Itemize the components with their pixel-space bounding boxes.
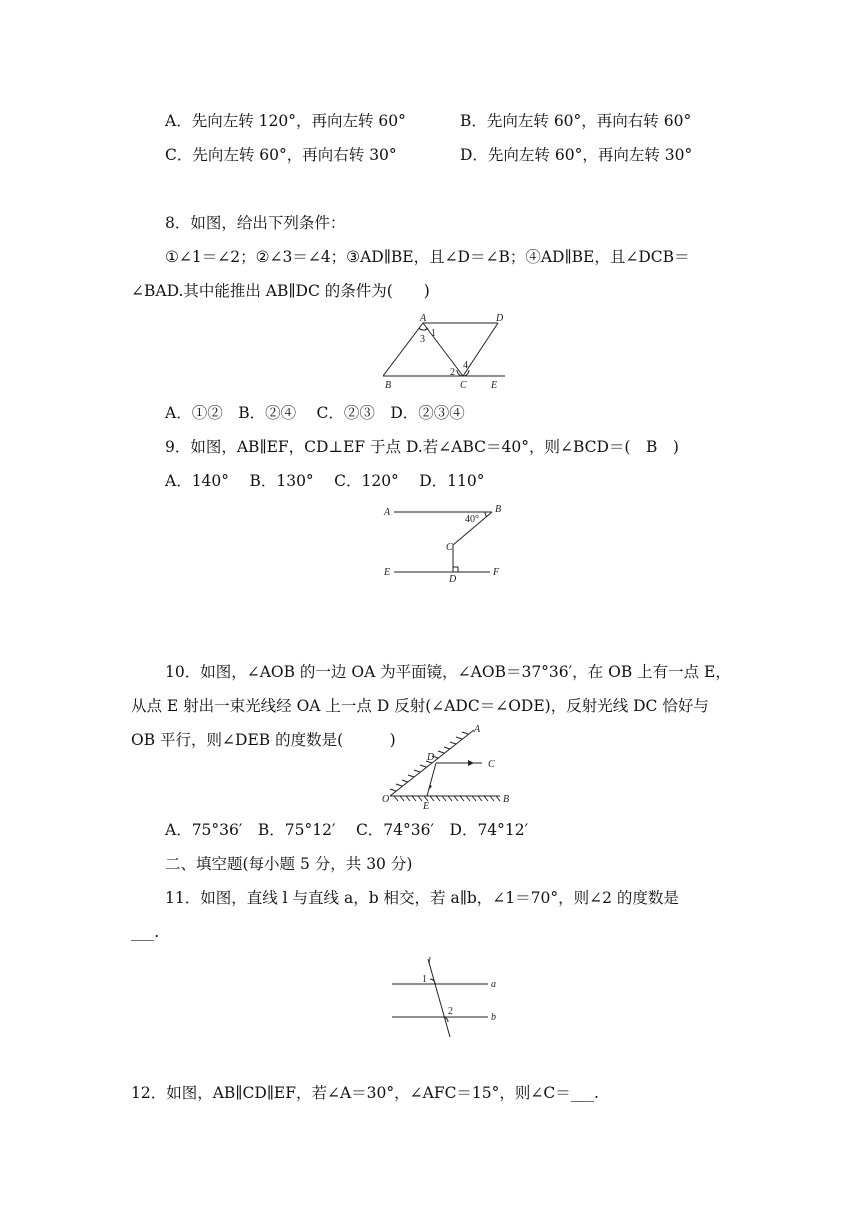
q9-stem: 9．如图，AB∥EF，CD⊥EF 于点 D.若∠ABC＝40°，则∠BCD＝( B ) xyxy=(165,438,679,456)
q11-figure xyxy=(390,955,510,1045)
q8-label-1: 1 xyxy=(431,328,436,339)
q7-option-b: B．先向左转 60°，再向右转 60° xyxy=(460,112,692,130)
q10-options: A．75°36′ B．75°12′ C．74°36′ D．74°12′ xyxy=(165,821,529,839)
q11-label-l: l xyxy=(428,956,431,967)
q10-label-o: O xyxy=(382,794,390,805)
q8-label-a: A xyxy=(420,313,427,324)
q7-option-c: C．先向左转 60°，再向右转 30° xyxy=(165,146,397,164)
q8-label-4: 4 xyxy=(463,360,468,371)
q10-stem-line2: 从点 E 射出一束光线经 OA 上一点 D 反射(∠ADC＝∠ODE)，反射光线 DC 恰好与 xyxy=(131,697,709,715)
q7-option-a: A．先向左转 120°，再向左转 60° xyxy=(165,112,406,130)
q10-stem-line1: 10．如图，∠AOB 的一边 OA 为平面镜，∠AOB＝37°36′，在 OB 上有一点 E， xyxy=(165,663,731,681)
q10-label-b: B xyxy=(503,794,510,805)
q8-options: A．①② B．②④ C．②③ D．②③④ xyxy=(165,404,465,422)
q8-label-2: 2 xyxy=(450,367,455,378)
q9-label-f: F xyxy=(493,567,500,578)
q11-label-2: 2 xyxy=(448,1006,453,1017)
q8-conditions-line1: ①∠1＝∠2；②∠3＝∠4；③AD∥BE，且∠D＝∠B；④AD∥BE，且∠DCB＝ xyxy=(165,248,690,266)
q10-label-e: E xyxy=(423,801,430,812)
q8-figure xyxy=(383,312,523,392)
q9-label-a: A xyxy=(384,507,391,518)
q9-options: A．140° B．130° C．120° D．110° xyxy=(165,472,485,490)
q9-label-b: B xyxy=(495,504,502,515)
q8-conditions-line2: ∠BAD.其中能推出 AB∥DC 的条件为( ) xyxy=(131,282,430,300)
section-2-heading: 二、填空题(每小题 5 分，共 30 分) xyxy=(165,855,413,873)
q9-label-c: C xyxy=(446,542,453,553)
q11-label-b: b xyxy=(491,1012,496,1023)
q10-label-a: A xyxy=(474,724,481,735)
q9-label-e: E xyxy=(384,567,391,578)
q8-stem: 8．如图，给出下列条件： xyxy=(165,214,346,232)
q8-label-d: D xyxy=(496,313,504,324)
q10-label-c: C xyxy=(488,759,495,770)
q11-label-1: 1 xyxy=(422,974,427,985)
q12-stem: 12．如图，AB∥CD∥EF，若∠A＝30°，∠AFC＝15°，则∠C＝___. xyxy=(131,1084,599,1102)
q9-angle-label: 40° xyxy=(465,514,479,525)
q8-label-c: C xyxy=(460,380,467,391)
q10-label-d: D xyxy=(427,752,435,763)
q10-figure xyxy=(382,716,522,816)
q8-label-3: 3 xyxy=(420,334,425,345)
q10-stem-line3: OB 平行，则∠DEB 的度数是( ) xyxy=(131,731,396,749)
q7-option-d: D．先向左转 60°，再向左转 30° xyxy=(460,146,693,164)
q11-label-a: a xyxy=(491,979,496,990)
q11-stem-line2: ___. xyxy=(131,923,160,941)
q9-figure xyxy=(382,500,512,586)
q8-label-b: B xyxy=(385,380,392,391)
q9-label-d: D xyxy=(449,574,457,585)
q8-label-e: E xyxy=(491,380,498,391)
q11-stem-line1: 11．如图，直线 l 与直线 a，b 相交，若 a∥b，∠1＝70°，则∠2 的度数是 xyxy=(165,889,679,907)
